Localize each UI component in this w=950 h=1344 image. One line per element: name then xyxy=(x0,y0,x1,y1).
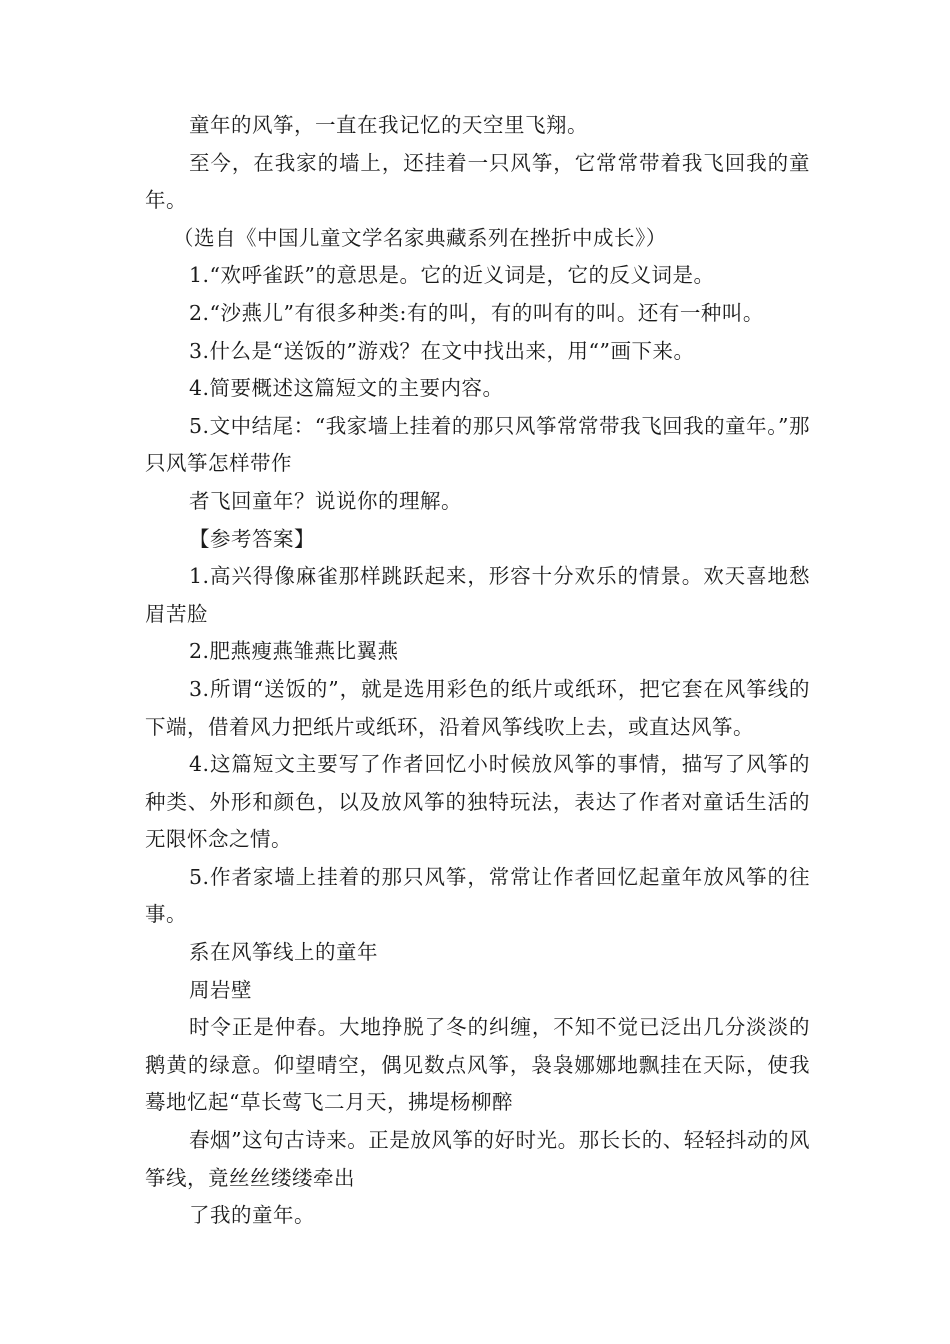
document-body xyxy=(145,107,810,1235)
paragraph-kite-on-wall: 至今，在我家的墙上，还挂着一只风筝，它常常带着我飞回我的童年。 xyxy=(145,150,810,213)
paragraph-kite-memory: 童年的风筝，一直在我记忆的天空里飞翔。 xyxy=(189,113,588,137)
answer-key-heading: 【参考答案】 xyxy=(189,526,315,551)
source-citation: （选自《中国儿童文学名家典藏系列在挫折中成长》） xyxy=(173,225,667,250)
answer-3: 3.所谓“送饭的”，就是选用彩色的纸片或纸环，把它套在风筝线的下端，借着风力把纸片或纸环，沿着风筝线吹上去，或直达风筝。 xyxy=(145,676,810,739)
answer-1: 1.高兴得像麻雀那样跳跃起来，形容十分欢乐的情景。欢天喜地愁眉苦脸 xyxy=(145,564,810,626)
answer-2: 2.肥燕瘦燕雏燕比翼燕 xyxy=(189,639,399,664)
answer-5: 5.作者家墙上挂着的那只风筝，常常让作者回忆起童年放风筝的往事。 xyxy=(145,864,810,927)
article-paragraph-1: 时令正是仲春。大地挣脱了冬的纠缠，不知不觉已泛出几分淡淡的鹅黄的绿意。仰望晴空，偶见数点风筝，袅袅娜娜地飘挂在天际，使我蓦地忆起“草长莺飞二月天，拂堤杨柳醉 xyxy=(145,1015,810,1115)
question-3: 3.什么是“送饭的”游戏？在文中找出来，用“”画下来。 xyxy=(189,338,695,363)
article-paragraph-3: 了我的童年。 xyxy=(189,1203,315,1228)
question-1: 1.“欢呼雀跃”的意思是。它的近义词是，它的反义词是。 xyxy=(189,263,715,288)
question-2: 2.“沙燕儿”有很多种类:有的叫，有的叫有的叫。还有一种叫。 xyxy=(189,300,764,325)
question-5-continued: 者飞回童年？说说你的理解。 xyxy=(189,488,462,513)
article-author: 周岩壁 xyxy=(189,977,252,1002)
question-5: 5.文中结尾：“我家墙上挂着的那只风筝常常带我飞回我的童年。”那只风筝怎样带作 xyxy=(145,413,810,476)
answer-4: 4.这篇短文主要写了作者回忆小时候放风筝的事情，描写了风筝的种类、外形和颜色，以及放风筝的独特玩法，表达了作者对童话生活的无限怀念之情。 xyxy=(145,752,810,852)
question-4: 4.简要概述这篇短文的主要内容。 xyxy=(189,376,504,401)
article-title: 系在风筝线上的童年 xyxy=(189,940,378,965)
article-paragraph-2: 春烟”这句古诗来。正是放风筝的好时光。那长长的、轻轻抖动的风筝线，竟丝丝缕缕牵出 xyxy=(145,1128,810,1190)
